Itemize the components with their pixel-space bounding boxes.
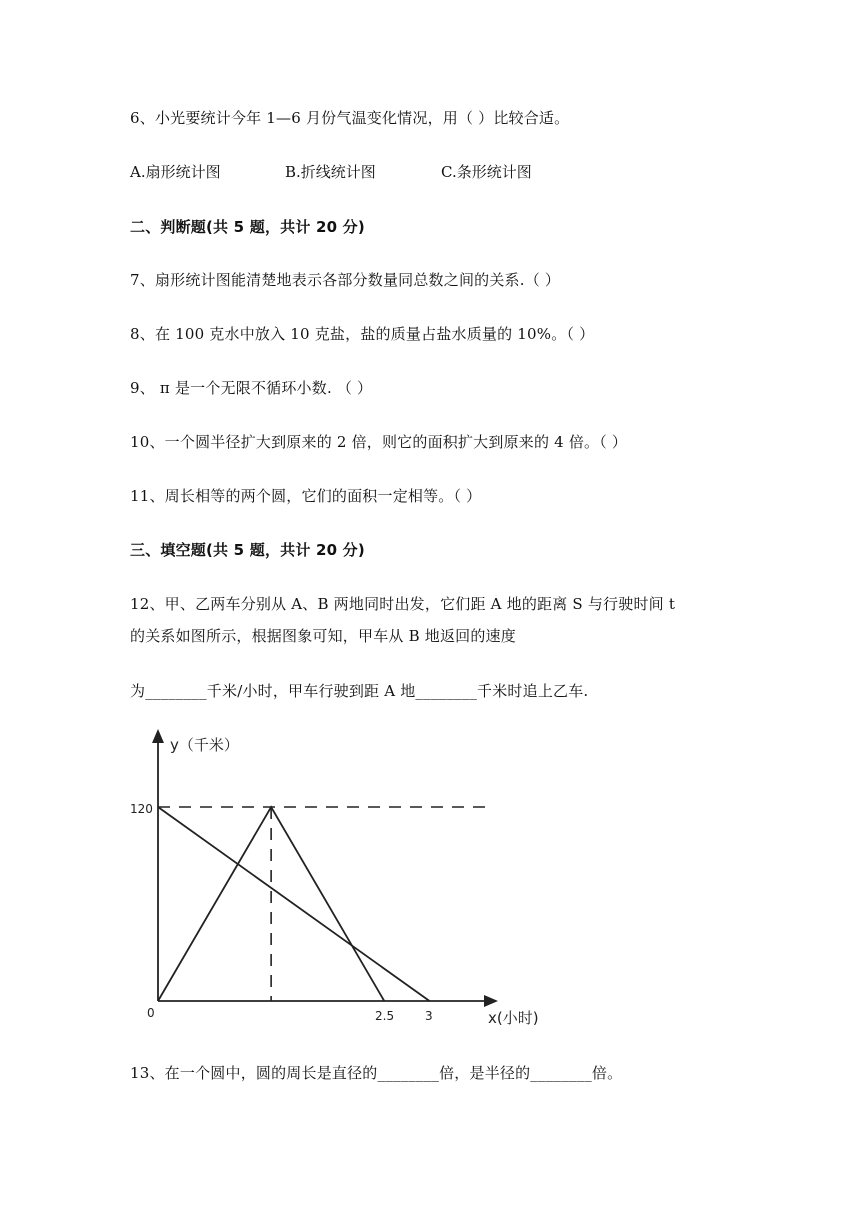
x-tick-label-3: 3 [425, 1009, 433, 1023]
question-11: 11、周长相等的两个圆，它们的面积一定相等。（ ） [130, 487, 482, 505]
question-6: 6、小光要统计今年 1—6 月份气温变化情况，用（ ）比较合适。 [130, 109, 570, 127]
distance-time-graph [130, 725, 570, 1035]
x-tick-label-2-5: 2.5 [375, 1009, 395, 1023]
y-tick-label-120: 120 [130, 802, 153, 816]
car-yi-line [158, 807, 430, 1001]
question-12-line-1: 12、甲、乙两车分别从 A、B 两地同时出发，它们距 A 地的距离 S 与行驶时间 t [130, 595, 676, 613]
question-8: 8、在 100 克水中放入 10 克盐，盐的质量占盐水质量的 10%。（ ） [130, 325, 595, 343]
y-axis-label: y（千米） [170, 736, 239, 754]
option-b: B.折线统计图 [285, 163, 376, 181]
question-12-line-2: 的关系如图所示，根据图象可知，甲车从 B 地返回的速度 [130, 627, 516, 645]
x-axis-arrow [484, 995, 498, 1007]
section-2-heading: 二、判断题(共 5 题，共计 20 分) [130, 218, 365, 236]
y-axis-arrow [152, 729, 164, 743]
question-13: 13、在一个圆中，圆的周长是直径的________倍，是半径的________倍。 [130, 1064, 623, 1082]
question-9: 9、 π 是一个无限不循环小数. （ ） [130, 379, 373, 397]
x-axis-label: x(小时) [488, 1009, 539, 1027]
option-c: C.条形统计图 [441, 163, 532, 181]
question-12-line-3: 为________千米/小时，甲车行驶到距 A 地________千米时追上乙车. [130, 682, 589, 700]
question-10: 10、一个圆半径扩大到原来的 2 倍，则它的面积扩大到原来的 4 倍。（ ） [130, 433, 628, 451]
option-a: A.扇形统计图 [130, 163, 221, 181]
section-3-heading: 三、填空题(共 5 题，共计 20 分) [130, 541, 365, 559]
question-7: 7、扇形统计图能清楚地表示各部分数量同总数之间的关系.（ ） [130, 271, 561, 289]
origin-label: 0 [147, 1006, 155, 1020]
